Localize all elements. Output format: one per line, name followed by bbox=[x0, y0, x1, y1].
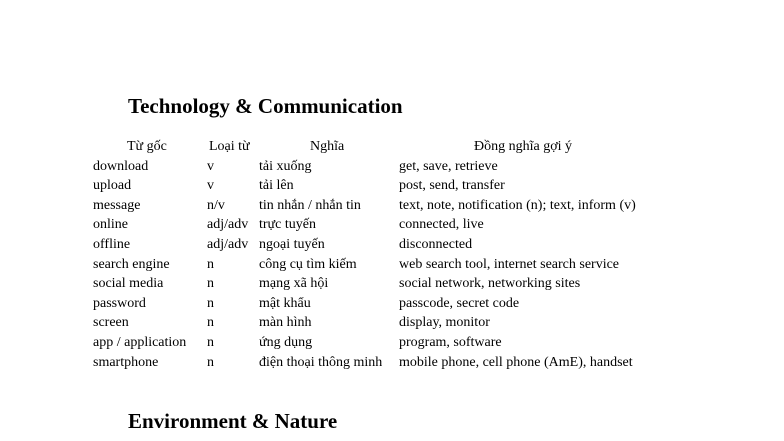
table-cell-word: search engine bbox=[93, 256, 170, 272]
table-cell-meaning: trực tuyến bbox=[259, 217, 316, 233]
table-cell-type: n bbox=[207, 256, 214, 272]
table-cell-synonyms: get, save, retrieve bbox=[399, 158, 498, 174]
header-word: Từ gốc bbox=[127, 139, 167, 154]
table-cell-meaning: mạng xã hội bbox=[259, 276, 329, 292]
table-cell-type: n bbox=[207, 334, 214, 350]
table-cell-type: n bbox=[207, 315, 214, 331]
table-cell-meaning: điện thoại thông minh bbox=[259, 354, 383, 370]
table-cell-word: offline bbox=[93, 236, 131, 252]
table-cell-synonyms: program, software bbox=[399, 334, 502, 350]
table-cell-meaning: tin nhắn / nhắn tin bbox=[259, 197, 361, 213]
table-cell-meaning: ngoại tuyến bbox=[259, 236, 325, 252]
table-cell-word: message bbox=[93, 197, 141, 213]
header-type: Loại từ bbox=[209, 139, 250, 154]
table-cell-meaning: màn hình bbox=[259, 315, 312, 331]
table-cell-type: v bbox=[207, 158, 214, 174]
table-cell-synonyms: passcode, secret code bbox=[399, 295, 520, 311]
table-cell-type: v bbox=[207, 178, 214, 194]
header-synonyms: Đồng nghĩa gợi ý bbox=[474, 139, 573, 154]
table-cell-synonyms: web search tool, internet search service bbox=[399, 256, 620, 272]
table-cell-synonyms: social network, networking sites bbox=[399, 276, 581, 292]
table-cell-synonyms: post, send, transfer bbox=[399, 178, 505, 194]
section-title-technology: Technology & Communication bbox=[128, 94, 403, 118]
section-title-environment: Environment & Nature bbox=[128, 409, 338, 433]
table-cell-meaning: công cụ tìm kiếm bbox=[259, 256, 357, 272]
table-cell-word: online bbox=[93, 217, 128, 233]
table-cell-type: n bbox=[207, 354, 214, 370]
table-cell-meaning: tải xuống bbox=[259, 158, 312, 174]
table-cell-type: adj/adv bbox=[207, 236, 249, 252]
table-cell-synonyms: mobile phone, cell phone (AmE), handset bbox=[399, 354, 633, 370]
table-cell-word: app / application bbox=[93, 334, 187, 350]
table-cell-type: n/v bbox=[207, 197, 225, 213]
table-cell-word: password bbox=[93, 295, 146, 311]
table-cell-synonyms: display, monitor bbox=[399, 315, 490, 331]
table-cell-type: n bbox=[207, 295, 214, 311]
table-cell-synonyms: text, note, notification (n); text, inform (v) bbox=[399, 197, 636, 213]
table-cell-meaning: mật khẩu bbox=[259, 295, 311, 311]
table-cell-word: screen bbox=[93, 315, 129, 331]
table-cell-word: social media bbox=[93, 276, 164, 292]
table-cell-meaning: ứng dụng bbox=[259, 334, 313, 350]
table-cell-word: download bbox=[93, 158, 149, 174]
table-cell-type: n bbox=[207, 276, 214, 292]
table-cell-word: smartphone bbox=[93, 354, 159, 370]
table-cell-synonyms: disconnected bbox=[399, 236, 473, 252]
table-cell-word: upload bbox=[93, 178, 132, 194]
table-cell-synonyms: connected, live bbox=[399, 217, 484, 233]
table-cell-meaning: tải lên bbox=[259, 178, 294, 194]
header-meaning: Nghĩa bbox=[310, 139, 345, 154]
table-cell-type: adj/adv bbox=[207, 217, 249, 233]
